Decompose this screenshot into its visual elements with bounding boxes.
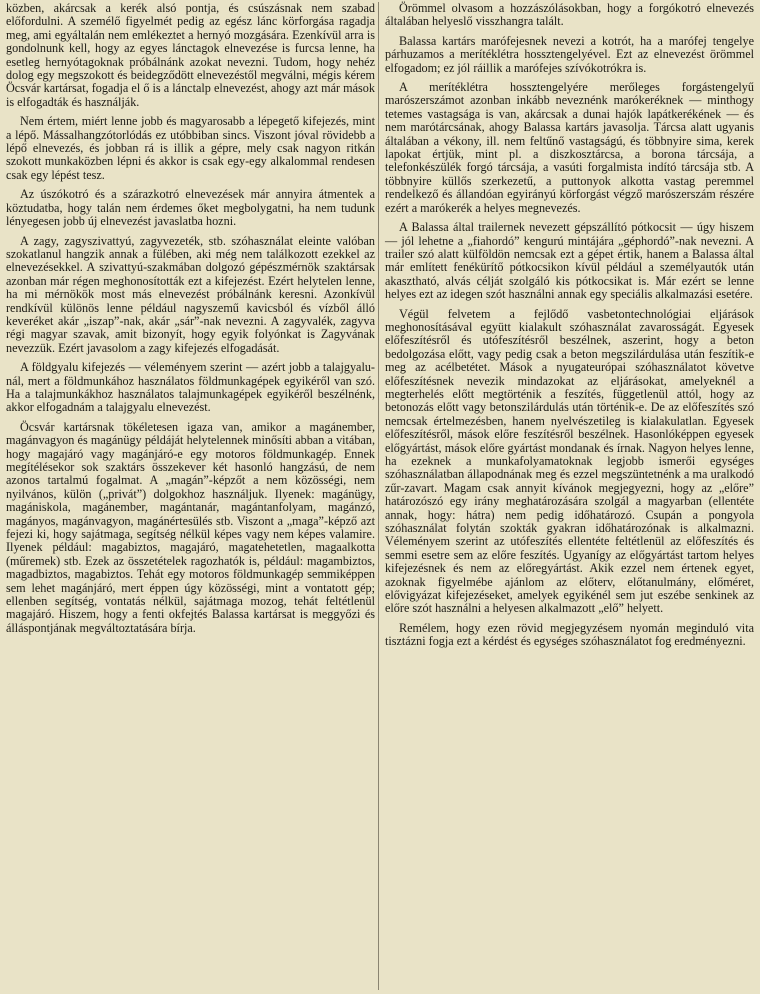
paragraph: Nem értem, miért lenne jobb és magyarosabb a lépegető kifejezés, mint a lépő. Mássalhangzótorlódás ez utóbbiban sincs. Viszont jóval rövidebb a lépő elnevezés, és jobban rá is illik a gépre, mely csak nagyon ritkán szokott munkaközben lépni és akkor is csak egy-egy alkalommal rendesen csak egy lépést tesz.	[6, 114, 375, 182]
paragraph: Örömmel olvasom a hozzászólásokban, hogy a forgókotró elnevezés általában helyeslő visszhangra talált.	[385, 1, 754, 29]
paragraph: közben, akárcsak a kerék alsó pontja, és csúszásnak nem szabad előfordulni. A személő figyelmét pedig az egész lánc körforgása ragadja meg, ami egyáltalán nem emlékeztet a hernyó mozgására. Ezenkívül arra is gondolnunk kell, hogy az egyes lánctagok elnevezése is furcsa lenne, ha esetleg hernyótagoknak próbálnánk azokat nevezni. Tudom, hogy nehéz dolog egy megszokott és beidegződött elnevezéstől megválni, mégis kérem Öcsvár kartársat, fogadja el ő is a lánctalp elnevezést, ahogy azt már mások is elfogadták és használják.	[6, 1, 375, 109]
column-divider	[378, 2, 379, 990]
left-column	[6, 2, 375, 994]
paragraph: Az úszókotró és a szárazkotró elnevezések már annyira átmentek a köztudatba, hogy talán nem érdemes őket megbolygatni, ha nem tudunk lényegesen jobb új elnevezést javaslatba hozni.	[6, 187, 375, 229]
paragraph: A Balassa által trailernek nevezett gépszállító pótkocsit — úgy hiszem — jól lehetne a „fiahordó” kengurú mintájára „géphordó”-nak nevezni. A trailer szó alatt külföldön nemcsak ezt a gépet értik, hanem a Balassa által már említett fenékürítő pótkocsikon kívül például a személyautók után akasztható, alvás célját szolgáló kis pótkocsikat is. Már ezért se lenne helyes ezt az idegen szót használni annak egy speciális alkalmazási esetére.	[385, 220, 754, 302]
paragraph: Végül felvetem a fejlődő vasbetontechnológiai eljárások meghonosításával együtt kialakult szóhasználat zavarosságát. Egyesek előfeszítésről és utófeszítésről beszélnek, aszerint, hogy a beton bedolgozása előtt, vagy pedig csak a beton megszilárdulása után feszítik-e meg az acélbetétet. Mások a nyugateurópai szóhasználatot követve előfeszítésnek nevezik mindazokat az eljárásokat, amelyeknél a megterhelés előtt megtörténik a feszítés, függetlenül attól, hogy az betonozás előtt vagy betonszilárdulás után történik-e. De az előfeszítés szó nemcsak értelmezésben, hanem nyelvészetileg is kialakulatlan. Egyesek előfeszítésről, mások előre feszítésről beszélnek. Hasonlóképpen egyesek előgyártást, mások előre gyártást mondanak és írnak. Nagyon helyes lenne, ha ezeknek a munkafolyamatoknak legjobb ismerői egységes szóhasználatban állapodnának meg és ezzel megszüntetnénk a ma uralkodó zűr-zavart. Magam csak annyit kívánok megjegyezni, hogy az „előre” határozószó egy irány meghatározására szolgál a magyarban (ellentéte annak, hogy: hátra) nem pedig időhatározó. Csupán a pongyola szóhasználat folytán szokták gyakran időhatározónak is alkalmazni. Véleményem szerint az utófeszítés ellentéte feltétlenül az előfeszítés és semmi esetre sem az előre feszítés. Ugyanígy az előgyártást tartom helyes kifejezésnek és nem az előregyártást. Akik ezzel nem értenek egyet, azoknak figyelmébe ajánlom az előterv, előtanulmány, előméret, elővigyázat kifejezéseket, amelyek egyikénél sem jut eszébe senkinek az előre szót használni a helyesen alkalmazott „elő” helyett.	[385, 306, 754, 616]
paragraph: A merítéklétra hossztengelyére merőleges forgástengelyű marószerszámot azonban inkább neveznénk marókeréknek — minthogy tetemes vastagsága is van, akárcsak a dunai hajók lapátkerékének — és nem marótárcsának, ahogy Balassa kartárs javasolja. Tárcsa alatt ugyanis általában a vékony, ill. nem feltűnő vastagságú, és többnyire sima, kerek lapokat értjük, mint pl. a diszkosztárcsa, a borona tárcsája, a telefonkészülék forgó tárcsája, a vasúti forgalmista indító tárcsája stb. A többnyire küllős szerkezetű, a puttonyok alkotta vastag peremmel rendelkező és állandóan egyirányú körforgást végző marószerszám részére ezért a marókerék a helyes megnevezés.	[385, 80, 754, 215]
right-column	[385, 2, 754, 994]
paragraph: A zagy, zagyszivattyú, zagyvezeték, stb. szóhasználat eleinte valóban szokatlanul hangzik annak a fülében, aki még nem találkozott ezekkel az elnevezésekkel. A szivattyú-szakmában dolgozó gépészmérnök szaktársak azonban már régen meghonosították ezt a kifejezést. Ezért helytelen lenne, ha mi mérnökök most más elnevezést próbálnánk keresni. Azonkívül rendkívül különös lenne például nagyszemű kavicsból és vízből álló keveréket akár „iszap”-nak, akár „sár”-nak nevezni. A zagyvalék, zagyva régi magyar szavak, amit bizonyít, hogy egyik folyónkat is Zagyvának nevezzük. Ezért javasolom a zagy kifejezés elfogadását.	[6, 233, 375, 355]
paragraph: A földgyalu kifejezés — véleményem szerint — azért jobb a talajgyalu-nál, mert a földmunkához használatos földmunkagépek egyikéről van szó. Ha a talajmunkákhoz használatos talajmunkagépek egyikéről beszélnénk, akkor elfogadnám a talajgyalu elnevezést.	[6, 360, 375, 415]
paragraph: Öcsvár kartársnak tökéletesen igaza van, amikor a magánember, magánvagyon és magánügy példáját helytelennek minősíti abban a vitában, hogy magajáró vagy magánjáró-e egy motoros földmunkagép. Ennek megítélésekor sok szaktárs összekever két hasonló hangzású, de nem azonos tartalmú fogalmat. A „magán”-képzőt a nem közösségi, nem nyilvános, külön („privát”) dolgokhoz használjuk. Ilyenek: magánügy, magániskola, magánember, magántanár, magántanfolyam, magánzó, magányos, magánvagyon, magánértesülés stb. Viszont a „maga”-képző azt fejezi ki, hogy sajátmaga, segítség nélkül képes vagy nem képes valamire. Ilyenek például: magabiztos, magajáró, magatehetetlen, magaalkotta (műremek) stb. Ezek az összetételek ragozhatók is, például: magambiztos, magadbiztos, magabiztos. Tehát egy motoros földmunkagép semmiképpen sem lehet magánjáró, mert éppen úgy közösségi, mint a vontatott gép; ellenben segítség, vontatás nélkül, sajátmaga mozog, tehát feltétlenül magajáró. Hiszem, hogy a fenti okfejtés Balassa kartársat is meggyőzi és álláspontjának megváltoztatására bírja.	[6, 419, 375, 635]
paragraph: Remélem, hogy ezen rövid megjegyzésem nyomán meginduló vita tisztázni fogja ezt a kérdést és egységes szóhasználatot fog eredményezni.	[385, 620, 754, 649]
paragraph: Balassa kartárs marófejesnek nevezi a kotrót, ha a marófej tengelye párhuzamos a merítéklétra hossztengelyével. Ezt az elnevezést örömmel elfogadom; ez jól ráillik a marófejes szívókotrókra is.	[385, 33, 754, 75]
